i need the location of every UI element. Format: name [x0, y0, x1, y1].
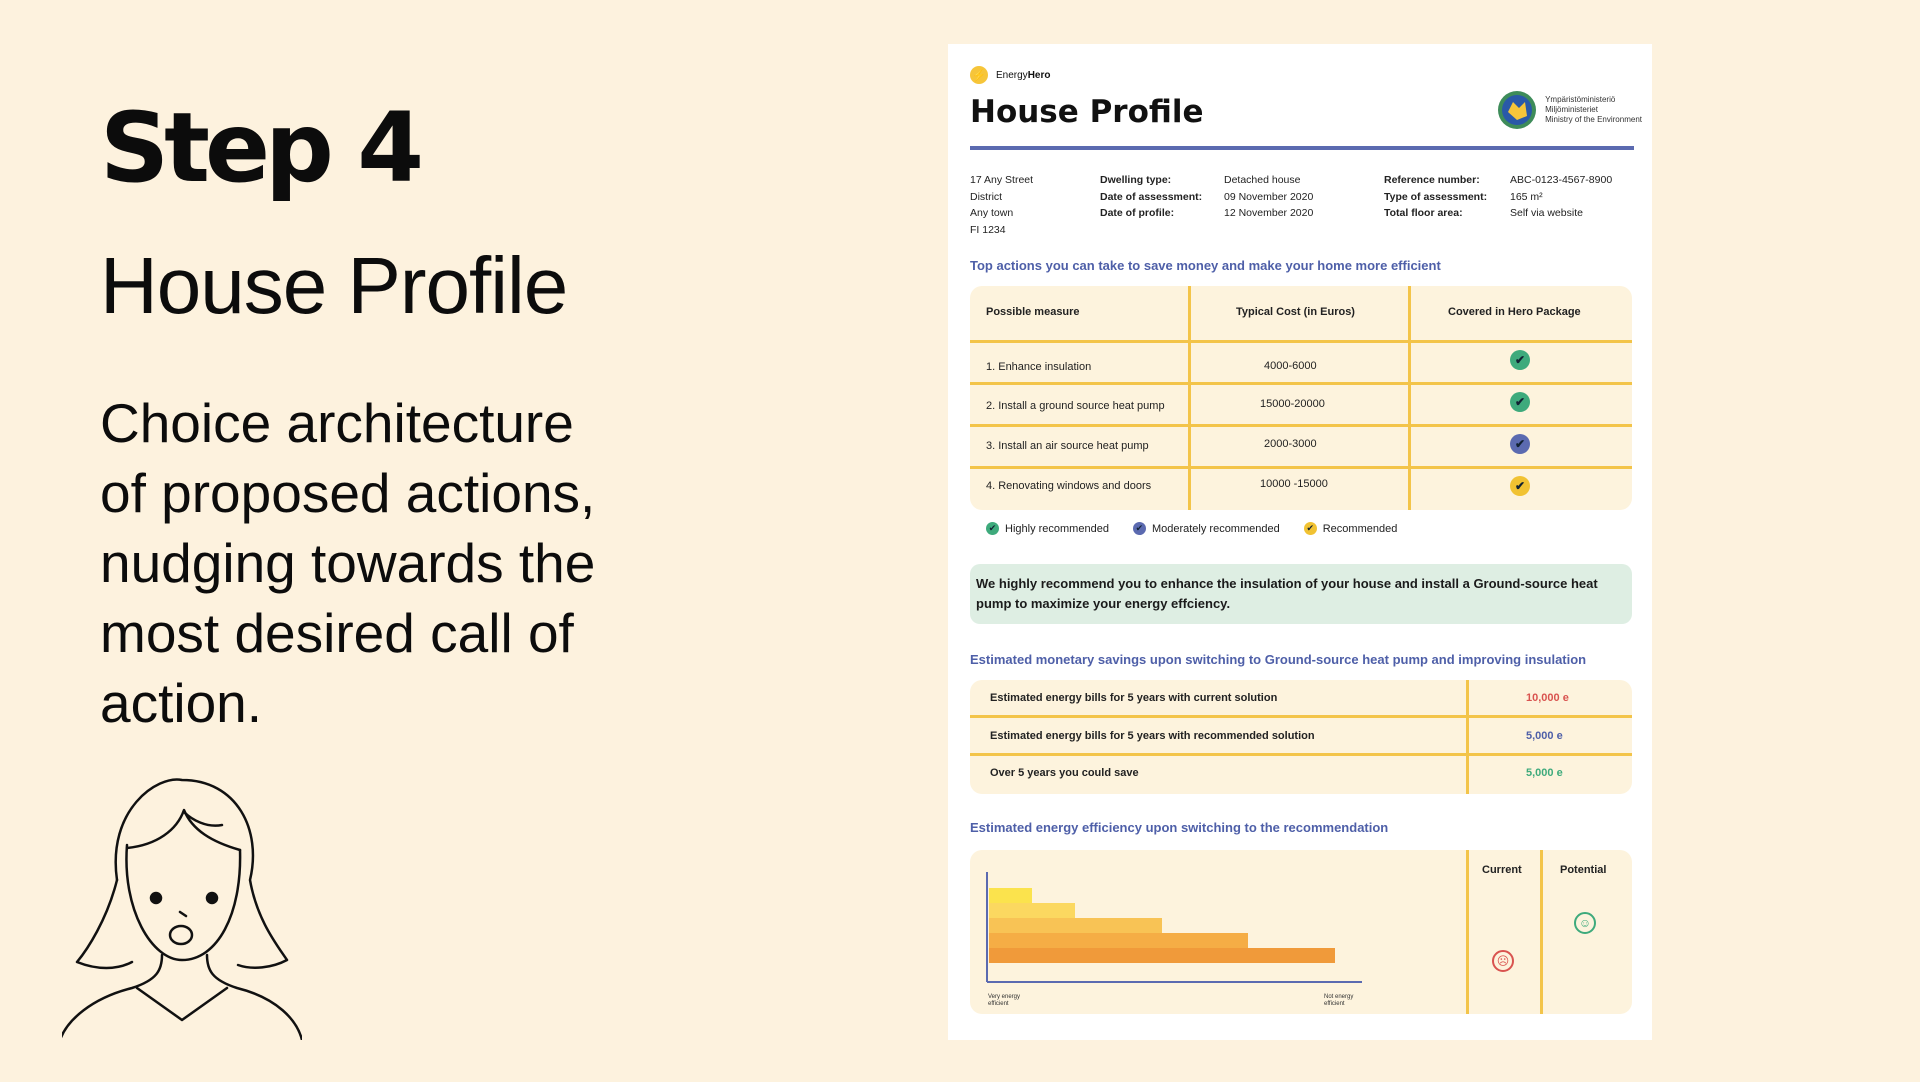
desc-line: action.: [100, 672, 263, 734]
efficiency-band: [989, 933, 1248, 948]
info-label: Type of assessment:: [1384, 190, 1488, 203]
info-label: Total floor area:: [1384, 207, 1463, 219]
legend-label: Moderately recommended: [1151, 522, 1280, 535]
sad-face-icon: ☹: [1492, 950, 1514, 972]
table-divider: [1188, 286, 1191, 510]
savings-value: 5,000 e: [1526, 730, 1563, 742]
energyhero-brand: [970, 66, 1050, 84]
measure-cell: 4. Renovating windows and doors: [986, 480, 1152, 492]
recommended-check-icon: ✔: [1510, 476, 1530, 496]
house-profile-document: [948, 44, 1652, 1040]
desc-line: most desired call of: [100, 602, 574, 664]
desc-line: of proposed actions,: [100, 462, 596, 524]
brand-prefix: Energy: [996, 69, 1028, 81]
axis-label-left: [988, 994, 1020, 1008]
ministry-name-sv: Miljöministeriet: [1545, 105, 1598, 114]
green-check-icon: ✔: [986, 522, 999, 535]
savings-label: Over 5 years you could save: [990, 767, 1139, 779]
blue-check-icon: ✔: [1133, 522, 1146, 535]
desc-line: nudging towards the: [100, 532, 596, 594]
highly-recommended-check-icon: ✔: [1510, 392, 1530, 412]
reference-labels: [1384, 172, 1487, 222]
info-value: 09 November 2020: [1224, 190, 1314, 203]
info-label: Date of assessment:: [1100, 190, 1203, 203]
efficiency-panel: [970, 850, 1632, 1014]
savings-label: Estimated energy bills for 5 years with current solution: [990, 692, 1278, 704]
dwelling-labels: [1100, 172, 1202, 222]
recommendation-box: We highly recommend you to enhance the insulation of your house and install a Ground-source heat pump to maximize your energy effciency.: [970, 564, 1632, 624]
ministry-emblem-icon: [1497, 90, 1537, 130]
efficiency-band: [989, 903, 1075, 918]
efficiency-band: [989, 948, 1335, 963]
slide-description: [100, 388, 660, 738]
cost-cell: 4000-6000: [1264, 360, 1317, 372]
savings-label: Estimated energy bills for 5 years with recommended solution: [990, 730, 1315, 742]
info-label: Reference number:: [1384, 174, 1480, 186]
info-label: Dwelling type:: [1100, 174, 1172, 186]
header-covered: Covered in Hero Package: [1448, 306, 1581, 318]
efficiency-bar-chart: [984, 872, 1364, 990]
dwelling-values: [1224, 172, 1313, 222]
axis-label-line: Not energy: [1324, 994, 1354, 1000]
address-line: Any town: [970, 207, 1014, 219]
measure-cell: 1. Enhance insulation: [986, 361, 1092, 373]
desc-line: Choice architecture: [100, 392, 574, 454]
efficiency-band: [989, 888, 1032, 903]
ministry-logo-block: [1497, 90, 1642, 130]
info-value: Self via website: [1510, 207, 1583, 219]
legend-label: Recommended: [1322, 522, 1398, 535]
recommendation-legend: [986, 522, 1421, 535]
efficiency-band: [989, 918, 1162, 933]
savings-table: [970, 680, 1632, 794]
ministry-name-fi: Ympäristöministeriö: [1545, 95, 1616, 104]
table-divider: [1408, 286, 1411, 510]
lightning-icon: ⚡: [970, 66, 988, 84]
efficiency-section-title: Estimated energy efficiency upon switching to the recommendation: [970, 820, 1389, 835]
table-divider: [970, 424, 1632, 427]
happy-face-icon: ☺: [1574, 912, 1596, 934]
table-divider: [970, 340, 1632, 343]
axis-label-line: efficient: [988, 1001, 1009, 1007]
savings-value: 10,000 e: [1526, 692, 1569, 704]
document-title: House Profile: [970, 94, 1204, 130]
header-cost: Typical Cost (in Euros): [1236, 306, 1355, 318]
actions-section-title: Top actions you can take to save money and make your home more efficient: [970, 258, 1441, 273]
legend-item: [986, 522, 1109, 535]
address-line: 17 Any Street: [970, 174, 1034, 186]
legend-item: [1133, 522, 1280, 535]
measure-cell: 2. Install a ground source heat pump: [986, 400, 1165, 412]
info-value: 12 November 2020: [1224, 207, 1314, 219]
ministry-name-en: Ministry of the Environment: [1545, 115, 1642, 124]
panel-divider: [1466, 850, 1469, 1014]
axis-label-line: Very energy: [988, 994, 1021, 1000]
table-divider: [970, 382, 1632, 385]
title-divider: [970, 146, 1634, 150]
address-line: District: [970, 190, 1003, 203]
step-heading: Step 4: [100, 92, 420, 204]
address-block: [970, 172, 1033, 238]
reference-values: [1510, 172, 1612, 222]
info-value: 165 m²: [1510, 190, 1543, 203]
info-value: Detached house: [1224, 174, 1301, 186]
person-illustration: [62, 770, 302, 1040]
info-label: Date of profile:: [1100, 207, 1175, 219]
legend-label: Highly recommended: [1005, 522, 1109, 535]
cost-cell: 15000-20000: [1260, 398, 1325, 410]
savings-value: 5,000 e: [1526, 767, 1563, 779]
savings-section-title: Estimated monetary savings upon switching to Ground-source heat pump and improving insulation: [970, 652, 1587, 667]
measures-table: [970, 286, 1632, 510]
ministry-text: [1545, 95, 1642, 125]
highly-recommended-check-icon: ✔: [1510, 350, 1530, 370]
brand-suffix: Hero: [1027, 69, 1051, 81]
measure-cell: 3. Install an air source heat pump: [986, 440, 1149, 452]
info-value: ABC-0123-4567-8900: [1510, 174, 1613, 186]
cost-cell: 2000-3000: [1264, 438, 1317, 450]
savings-row: [970, 756, 1632, 794]
potential-column-header: Potential: [1560, 864, 1607, 876]
yellow-check-icon: ✔: [1304, 522, 1317, 535]
legend-item: [1304, 522, 1398, 535]
panel-divider: [1540, 850, 1543, 1014]
savings-row: [970, 718, 1632, 756]
savings-row: [970, 680, 1632, 718]
table-divider: [970, 466, 1632, 469]
slide-subtitle: House Profile: [100, 241, 568, 330]
header-measure: Possible measure: [986, 306, 1080, 318]
moderately-recommended-check-icon: ✔: [1510, 434, 1530, 454]
axis-label-right: [1324, 994, 1353, 1008]
current-column-header: Current: [1482, 864, 1522, 876]
cost-cell: 10000 -15000: [1260, 478, 1328, 490]
axis-label-line: efficient: [1324, 1001, 1345, 1007]
address-line: FI 1234: [970, 223, 1006, 236]
